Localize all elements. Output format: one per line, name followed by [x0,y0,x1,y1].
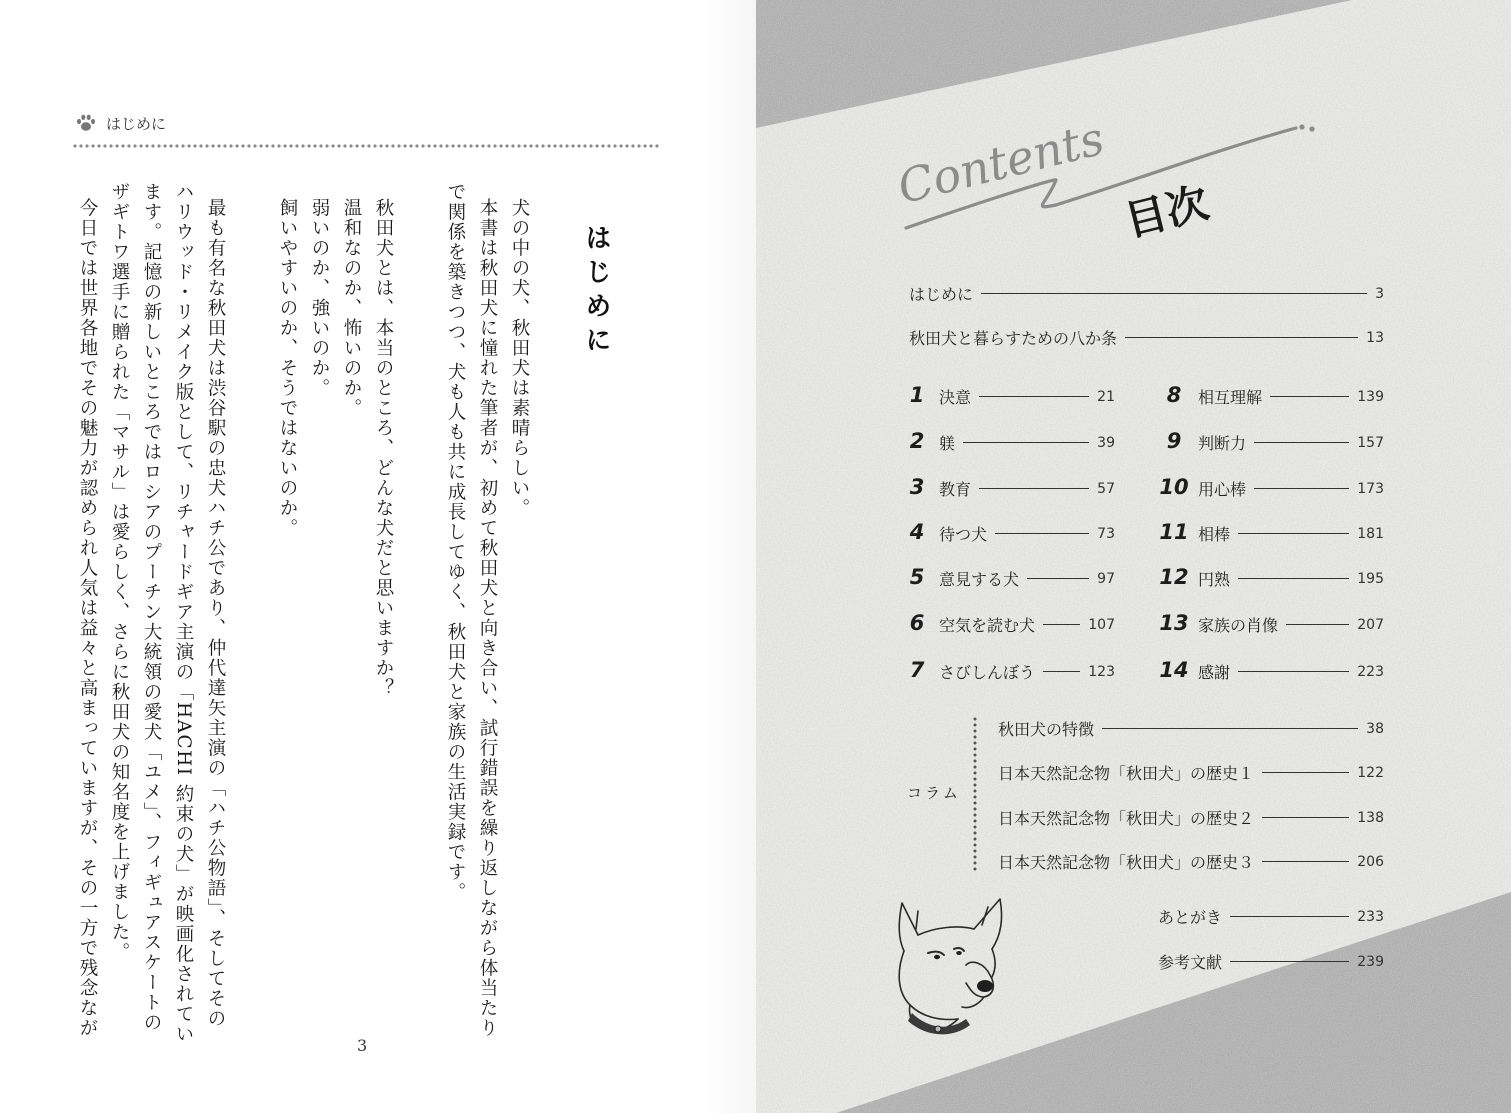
toc-entry-chapter[interactable] [939,385,1115,408]
toc-entry-page: 21 [1097,388,1115,405]
toc-entry-page: 138 [1357,809,1384,826]
body-column: 今日では世界各地でその魅力が認められ人気は益々と高まっていますが、その一方で残念なが [77,198,98,1038]
leader-line [979,488,1089,489]
toc-entry-label: 家族の肖像 [1198,616,1279,635]
body-column: ます。記憶の新しいところではロシアのプーチン大統領の愛犬「ユメ」、フィギュアスケートの [141,182,162,1033]
toc-entry-label: 日本天然記念物「秋田犬」の歴史２ [998,809,1255,828]
toc-entry-column[interactable] [998,717,1384,740]
contents-script: Contents [892,110,1110,215]
toc-entry-chapter[interactable] [1198,660,1384,683]
toc-entry-page: 206 [1357,853,1384,870]
toc-entry-column[interactable] [998,806,1384,829]
leader-line [1027,578,1089,579]
leader-line [1230,961,1349,962]
toc-entry-chapter[interactable] [939,613,1115,636]
body-column: 本書は秋田犬に憧れた筆者が、初めて秋田犬と向き合い、試行錯誤を繰り返しながら体当たり [477,198,498,1038]
toc-entry-page: 3 [1375,285,1384,302]
toc-entry-label: 躾 [939,434,956,453]
leader-line [1125,337,1358,338]
toc-entry-page: 13 [1366,329,1384,346]
toc-entry-page: 57 [1097,480,1115,497]
toc-entry-page: 195 [1357,570,1384,587]
column-label: コラム [907,784,961,802]
toc-entry-label: 日本天然記念物「秋田犬」の歴史１ [998,764,1255,783]
leader-line [1238,578,1349,579]
toc-entry-page: 39 [1097,434,1115,451]
toc-entry-page: 139 [1357,388,1384,405]
chapter-number: 11 [1159,520,1189,544]
toc-entry-page: 233 [1357,908,1384,925]
leader-line [963,442,1089,443]
toc-entry-page: 73 [1097,525,1115,542]
toc-entry-rules[interactable] [909,326,1384,349]
toc-entry-chapter[interactable] [939,660,1115,683]
chapter-number: 7 [909,658,925,682]
chapter-number: 13 [1159,611,1189,635]
leader-line [1230,916,1349,917]
body-column: 犬の中の犬、秋田犬は素晴らしい。 [509,198,530,518]
toc-entry-chapter[interactable] [1198,477,1384,500]
right-page [756,0,1511,1113]
toc-entry-chapter[interactable] [939,567,1115,590]
toc-entry-chapter[interactable] [1198,567,1384,590]
body-column: ザギトワ選手に贈られた「マサル」は愛らしく、さらに秋田犬の知名度を上げました。 [109,182,130,962]
leader-line [981,293,1367,294]
toc-entry-label: 意見する犬 [939,570,1020,589]
toc-entry-page: 223 [1357,663,1384,680]
toc-entry-label: 用心棒 [1198,480,1247,499]
chapter-number: 14 [1159,658,1189,682]
leader-line [1262,861,1349,862]
toc-entry-label: 待つ犬 [939,525,988,544]
body-column: ハリウッド・リメイク版として、リチャードギア主演の「HACHI 約束の犬」が映画化されてい [173,182,194,1044]
toc-entry-label: 決意 [939,388,972,407]
toc-entry-label: 円熟 [1198,570,1231,589]
toc-entry-page: 123 [1088,663,1115,680]
leader-line [1238,671,1349,672]
leader-line [1254,488,1349,489]
leader-line [1270,396,1349,397]
akita-dog-illustration [888,893,1014,1043]
leader-line [995,533,1089,534]
leader-line [979,396,1089,397]
toc-entry-label: さびしんぼう [939,663,1036,682]
toc-entry-column[interactable] [998,761,1384,784]
toc-entry-references[interactable] [1158,950,1384,973]
leader-line [1286,624,1349,625]
leader-line [1254,442,1349,443]
body-column: 最も有名な秋田犬は渋谷駅の忠犬ハチ公であり、仲代達矢主演の「ハチ公物語」、そしてその [205,198,226,1029]
toc-entry-intro[interactable] [909,282,1384,305]
toc-entry-chapter[interactable] [1198,522,1384,545]
toc-entry-afterword[interactable] [1158,905,1384,928]
body-column: 温和なのか、怖いのか。 [341,198,362,418]
toc-entry-page: 239 [1357,953,1384,970]
toc-entry-chapter[interactable] [1198,613,1384,636]
toc-entry-chapter[interactable] [1198,385,1384,408]
toc-entry-page: 97 [1097,570,1115,587]
toc-entry-page: 38 [1366,720,1384,737]
toc-entry-chapter[interactable] [1198,431,1384,454]
toc-title: 目次 [1119,177,1214,246]
toc-entry-label: 秋田犬と暮らすための八か条 [909,329,1118,348]
toc-entry-page: 157 [1357,434,1384,451]
leader-line [1262,817,1349,818]
running-head-label: はじめに [106,114,167,133]
leader-line [1043,624,1080,625]
swoosh-dot [1299,124,1304,129]
toc-entry-page: 181 [1357,525,1384,542]
leader-line [1238,533,1349,534]
chapter-number: 1 [909,383,925,407]
chapter-number: 12 [1159,565,1189,589]
leader-line [1102,728,1358,729]
toc-entry-page: 207 [1357,616,1384,633]
chapter-number: 2 [909,429,925,453]
toc-entry-label: 判断力 [1198,434,1247,453]
contents-decoration [756,0,1511,300]
toc-entry-label: 相棒 [1198,525,1231,544]
leader-line [1262,772,1349,773]
swoosh-dot [1309,126,1314,131]
toc-entry-label: 秋田犬の特徴 [998,720,1095,739]
toc-entry-chapter[interactable] [939,477,1115,500]
toc-entry-page: 173 [1357,480,1384,497]
toc-entry-label: 感謝 [1198,663,1231,682]
body-column: 飼いやすいのか、そうではないのか。 [277,198,298,538]
toc-entry-label: はじめに [909,285,974,304]
toc-entry-label: あとがき [1158,908,1223,927]
chapter-number: 3 [909,475,925,499]
column-dotted-rule [973,716,977,872]
toc-entry-chapter[interactable] [939,431,1115,454]
chapter-number: 10 [1159,475,1189,499]
toc-entry-label: 相互理解 [1198,388,1263,407]
chapter-number: 8 [1166,383,1182,407]
toc-entry-page: 107 [1088,616,1115,633]
gutter-shade [700,0,756,1113]
toc-entry-label: 教育 [939,480,972,499]
page-number: 3 [357,1036,368,1055]
body-column: 弱いのか、強いのか。 [309,198,330,398]
chapter-heading: はじめに [581,224,611,360]
paw-icon [76,114,96,132]
chapter-number: 9 [1166,429,1182,453]
toc-entry-page: 122 [1357,764,1384,781]
toc-entry-label: 参考文献 [1158,953,1223,972]
chapter-number: 4 [909,520,925,544]
chapter-number: 6 [909,611,925,635]
toc-entry-label: 空気を読む犬 [939,616,1036,635]
body-column: で関係を築きつつ、犬も人も共に成長してゆく、秋田犬と家族の生活実録です。 [445,182,466,902]
leader-line [1043,671,1080,672]
body-column: 秋田犬とは、本当のところ、どんな犬だと思いますか？ [373,198,394,698]
chapter-number: 5 [909,565,925,589]
toc-entry-column[interactable] [998,850,1384,873]
toc-entry-chapter[interactable] [939,522,1115,545]
toc-entry-label: 日本天然記念物「秋田犬」の歴史３ [998,853,1255,872]
dotted-divider [72,143,660,149]
running-head [76,112,166,134]
